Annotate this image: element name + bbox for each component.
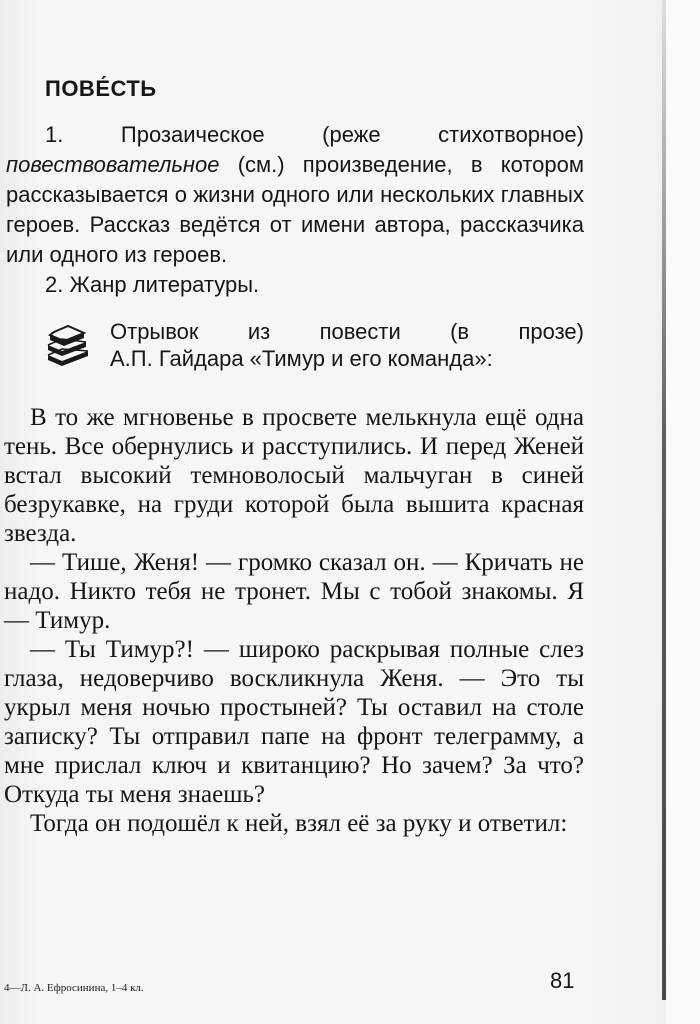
excerpt-intro: [44, 318, 584, 388]
excerpt-line-2: А.П. Гайдара «Тимур и его команда»:: [110, 346, 493, 371]
page-right-margin: [666, 0, 700, 1024]
entry-definition: [6, 120, 584, 300]
entry-title: ПОВЕ́СТЬ: [45, 76, 157, 101]
page-number: 81: [550, 968, 575, 993]
printer-signature: 4—Л. А. Ефросинина, 1–4 кл.: [4, 982, 144, 994]
definition-1-end: (см.) произведение, в котором рассказывается о жизни одного или нескольких главных героев. Рассказ ведётся от имени автора, рассказчика или одного из героев.: [6, 152, 584, 267]
definition-1-start: 1. Прозаическое (реже стихотворное): [45, 122, 584, 147]
books-stack-icon: [44, 324, 92, 368]
story-paragraph-2: — Тише, Женя! — громко сказал он. — Кричать не надо. Никто тебя не тронет. Мы с тобой знакомы. Я — Тимур.: [4, 549, 584, 634]
definition-1: [6, 120, 584, 270]
story-paragraph-4: Тогда он подошёл к ней, взял её за руку и ответил:: [30, 810, 568, 837]
story-paragraph-3: — Ты Тимур?! — широко раскрывая полные слез глаза, недоверчиво воскликнула Женя. — Это ты укрыл меня ночью простыней? Ты оставил на столе записку? Ты отправил папе на фронт телеграмму, а мне прислал ключ и квитанцию? Но зачем? За что? Откуда ты меня знаешь?: [4, 636, 584, 808]
definition-2: 2. Жанр литературы.: [45, 272, 260, 297]
story-excerpt: [4, 403, 584, 838]
definition-1-term: повествовательное: [6, 152, 220, 177]
story-paragraph-1: В то же мгновенье в просвете мелькнула ещё одна тень. Все обернулись и расступились. И перед Женей встал высокий темноволосый мальчуган в синей безрукавке, на груди которой была вышита красная звезда.: [4, 404, 584, 547]
excerpt-line-1: Отрывок из повести (в прозе): [110, 319, 584, 344]
excerpt-caption: [110, 318, 584, 372]
